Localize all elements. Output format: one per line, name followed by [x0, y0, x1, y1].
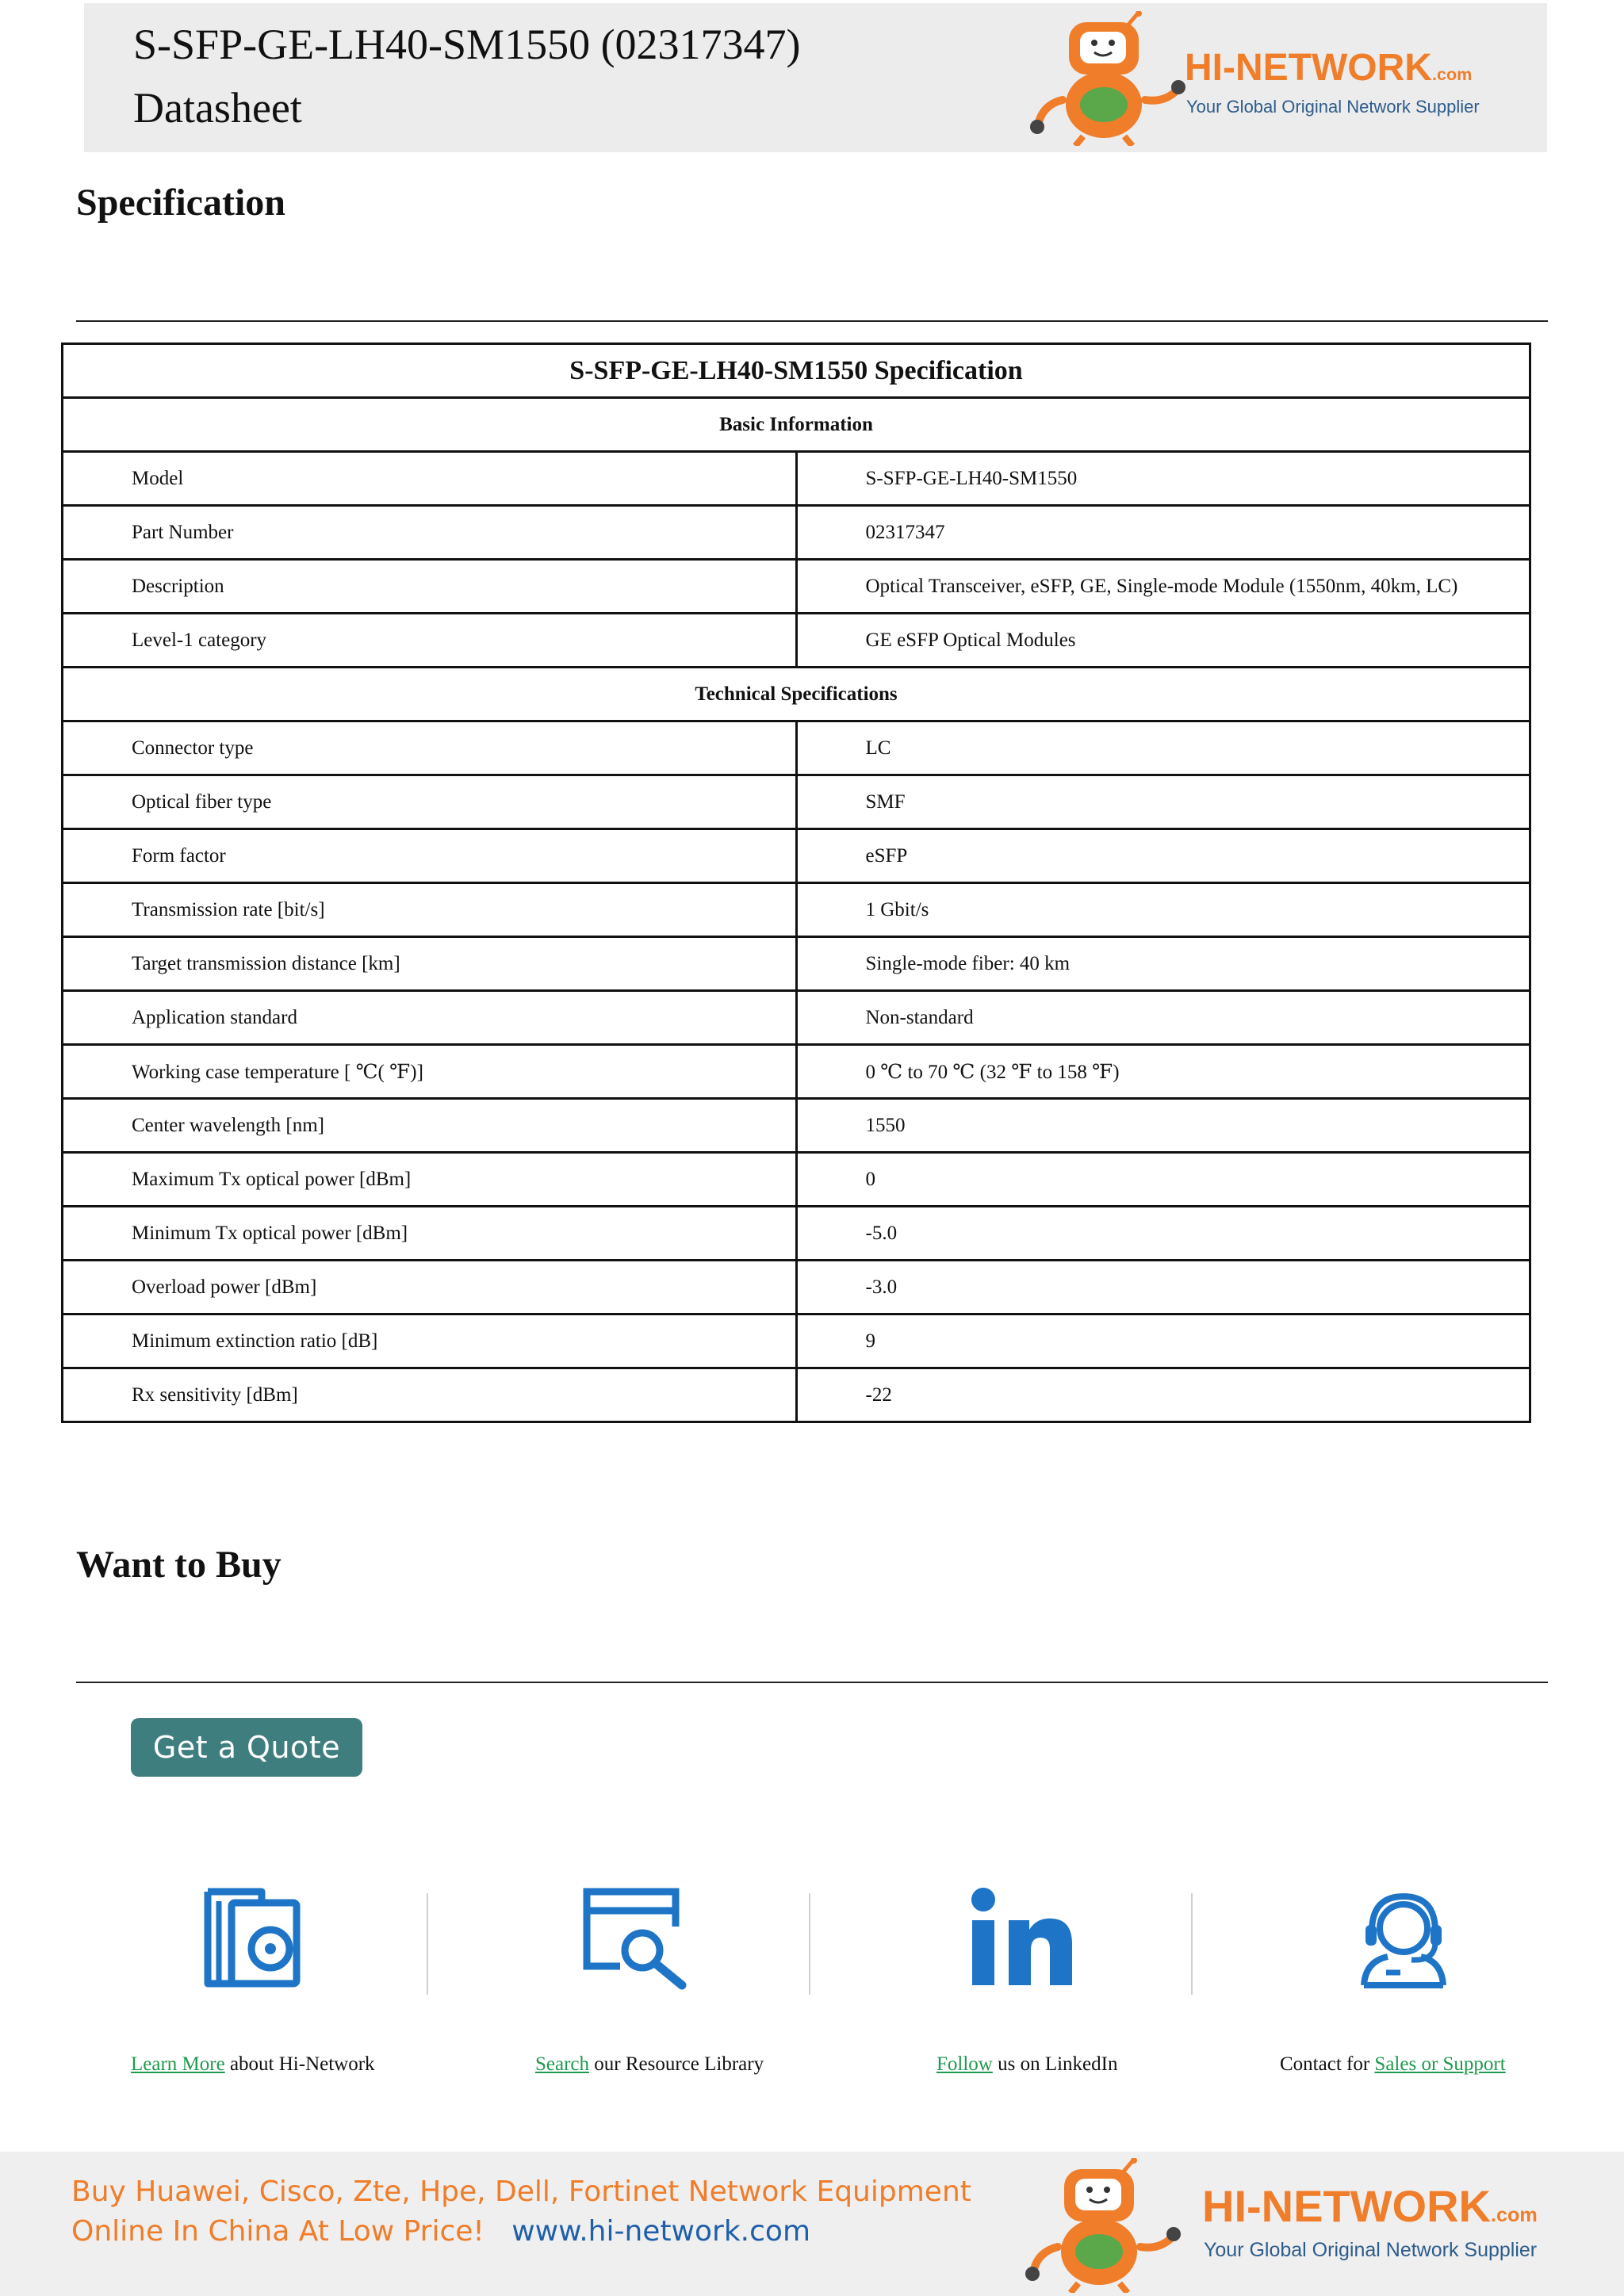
- spec-table-caption: S-SFP-GE-LH40-SM1550 Specification: [63, 344, 1530, 398]
- document-disc-icon: [200, 1887, 311, 1990]
- linkedin-icon: [967, 1887, 1078, 1990]
- section-divider: [76, 1682, 1548, 1683]
- table-section-row: [63, 398, 1530, 452]
- table-row: [63, 560, 1530, 614]
- table-row: [63, 1314, 1530, 1368]
- spec-key: Level-1 category: [63, 614, 797, 668]
- spec-value: SMF: [796, 775, 1530, 829]
- spec-value: Optical Transceiver, eSFP, GE, Single-mode Module (1550nm, 40km, LC): [796, 560, 1530, 614]
- spec-value: 0 ℃ to 70 ℃ (32 ℉ to 158 ℉): [796, 1045, 1530, 1099]
- get-a-quote-button[interactable]: Get a Quote: [131, 1718, 362, 1777]
- search-link[interactable]: Search: [535, 2053, 590, 2075]
- spec-value: GE eSFP Optical Modules: [796, 614, 1530, 668]
- page-header: [84, 3, 1547, 152]
- spec-key: Description: [63, 560, 797, 614]
- table-row: [63, 1099, 1530, 1153]
- spec-value: Non-standard: [796, 991, 1530, 1045]
- page-footer: [0, 2152, 1624, 2296]
- sales-support-link[interactable]: Sales or Support: [1374, 2053, 1506, 2075]
- spec-value: 1550: [796, 1099, 1530, 1153]
- logo-brand-text: HI-NETWORK.com: [1185, 47, 1473, 89]
- spec-key: Connector type: [63, 721, 797, 775]
- spec-value: 9: [796, 1314, 1530, 1368]
- contact-line: Contact for Sales or Support: [1280, 2053, 1506, 2075]
- spec-key: Rx sensitivity [dBm]: [63, 1368, 797, 1422]
- spec-key: Maximum Tx optical power [dBm]: [63, 1153, 797, 1207]
- support-icon-link[interactable]: [1348, 1887, 1459, 1990]
- table-row: [63, 883, 1530, 937]
- table-caption-row: [63, 344, 1530, 398]
- spec-key: Optical fiber type: [63, 775, 797, 829]
- follow-link[interactable]: Follow: [936, 2053, 993, 2075]
- table-row: [63, 1368, 1530, 1422]
- spec-key: Minimum Tx optical power [dBm]: [63, 1207, 797, 1261]
- spec-key: Application standard: [63, 991, 797, 1045]
- learn-more-icon-link[interactable]: [200, 1887, 311, 1990]
- table-row: [63, 775, 1530, 829]
- section-divider: [76, 320, 1548, 322]
- support-headset-icon: [1348, 1887, 1459, 1990]
- document-subtitle: Datasheet: [133, 84, 302, 132]
- table-row: [63, 1153, 1530, 1207]
- divider: [809, 1893, 810, 1995]
- logo-tagline: Your Global Original Network Supplier: [1186, 97, 1480, 117]
- search-library-icon: [582, 1887, 693, 1990]
- footer-hi-network-logo: [1023, 2158, 1578, 2293]
- search-icon-link[interactable]: [582, 1887, 693, 1990]
- spec-value: -22: [796, 1368, 1530, 1422]
- spec-key: Overload power [dBm]: [63, 1261, 797, 1314]
- specification-heading: Specification: [76, 182, 285, 224]
- table-row: [63, 991, 1530, 1045]
- spec-key: Center wavelength [nm]: [63, 1099, 797, 1153]
- spec-value: 1 Gbit/s: [796, 883, 1530, 937]
- table-row: [63, 452, 1530, 506]
- spec-key: Minimum extinction ratio [dB]: [63, 1314, 797, 1368]
- table-row: [63, 721, 1530, 775]
- spec-value: 0: [796, 1153, 1530, 1207]
- learn-more-line: Learn More about Hi-Network: [131, 2053, 375, 2075]
- spec-key: Model: [63, 452, 797, 506]
- logo-tagline: Your Global Original Network Supplier: [1204, 2239, 1538, 2261]
- spec-value: eSFP: [796, 829, 1530, 883]
- logo-brand-text: HI-NETWORK.com: [1202, 2181, 1538, 2231]
- promo-line-1: Buy Huawei, Cisco, Zte, Hpe, Dell, Fortinet Network Equipment: [71, 2175, 971, 2208]
- website-link[interactable]: www.hi-network.com: [511, 2215, 811, 2248]
- table-row: [63, 614, 1530, 668]
- spec-key: Form factor: [63, 829, 797, 883]
- robot-mascot-icon: [1023, 2158, 1182, 2293]
- spec-key: Transmission rate [bit/s]: [63, 883, 797, 937]
- table-section-row: [63, 668, 1530, 721]
- spec-value: 02317347: [796, 506, 1530, 560]
- spec-key: Part Number: [63, 506, 797, 560]
- section-title-technical: Technical Specifications: [63, 668, 1530, 721]
- table-row: [63, 1045, 1530, 1099]
- spec-value: S-SFP-GE-LH40-SM1550: [796, 452, 1530, 506]
- table-row: [63, 1207, 1530, 1261]
- hi-network-logo: [1028, 11, 1535, 146]
- document-title: S-SFP-GE-LH40-SM1550 (02317347): [133, 21, 801, 68]
- spec-value: Single-mode fiber: 40 km: [796, 937, 1530, 991]
- table-row: [63, 506, 1530, 560]
- table-row: [63, 1261, 1530, 1314]
- search-line: Search our Resource Library: [535, 2053, 764, 2075]
- divider: [1191, 1893, 1193, 1995]
- learn-more-link[interactable]: Learn More: [131, 2053, 225, 2075]
- spec-table: [61, 342, 1531, 1423]
- spec-key: Target transmission distance [km]: [63, 937, 797, 991]
- robot-mascot-icon: [1028, 11, 1186, 146]
- section-title-basic: Basic Information: [63, 398, 1530, 452]
- spec-value: LC: [796, 721, 1530, 775]
- linkedin-icon-link[interactable]: [967, 1887, 1078, 1990]
- table-row: [63, 829, 1530, 883]
- want-to-buy-heading: Want to Buy: [76, 1544, 282, 1586]
- spec-key: Working case temperature [ ℃( ℉)]: [63, 1045, 797, 1099]
- spec-value: -3.0: [796, 1261, 1530, 1314]
- follow-line: Follow us on LinkedIn: [936, 2053, 1118, 2075]
- promo-line-2: Online In China At Low Price! www.hi-network.com: [71, 2215, 811, 2248]
- divider: [427, 1893, 428, 1995]
- spec-value: -5.0: [796, 1207, 1530, 1261]
- table-row: [63, 937, 1530, 991]
